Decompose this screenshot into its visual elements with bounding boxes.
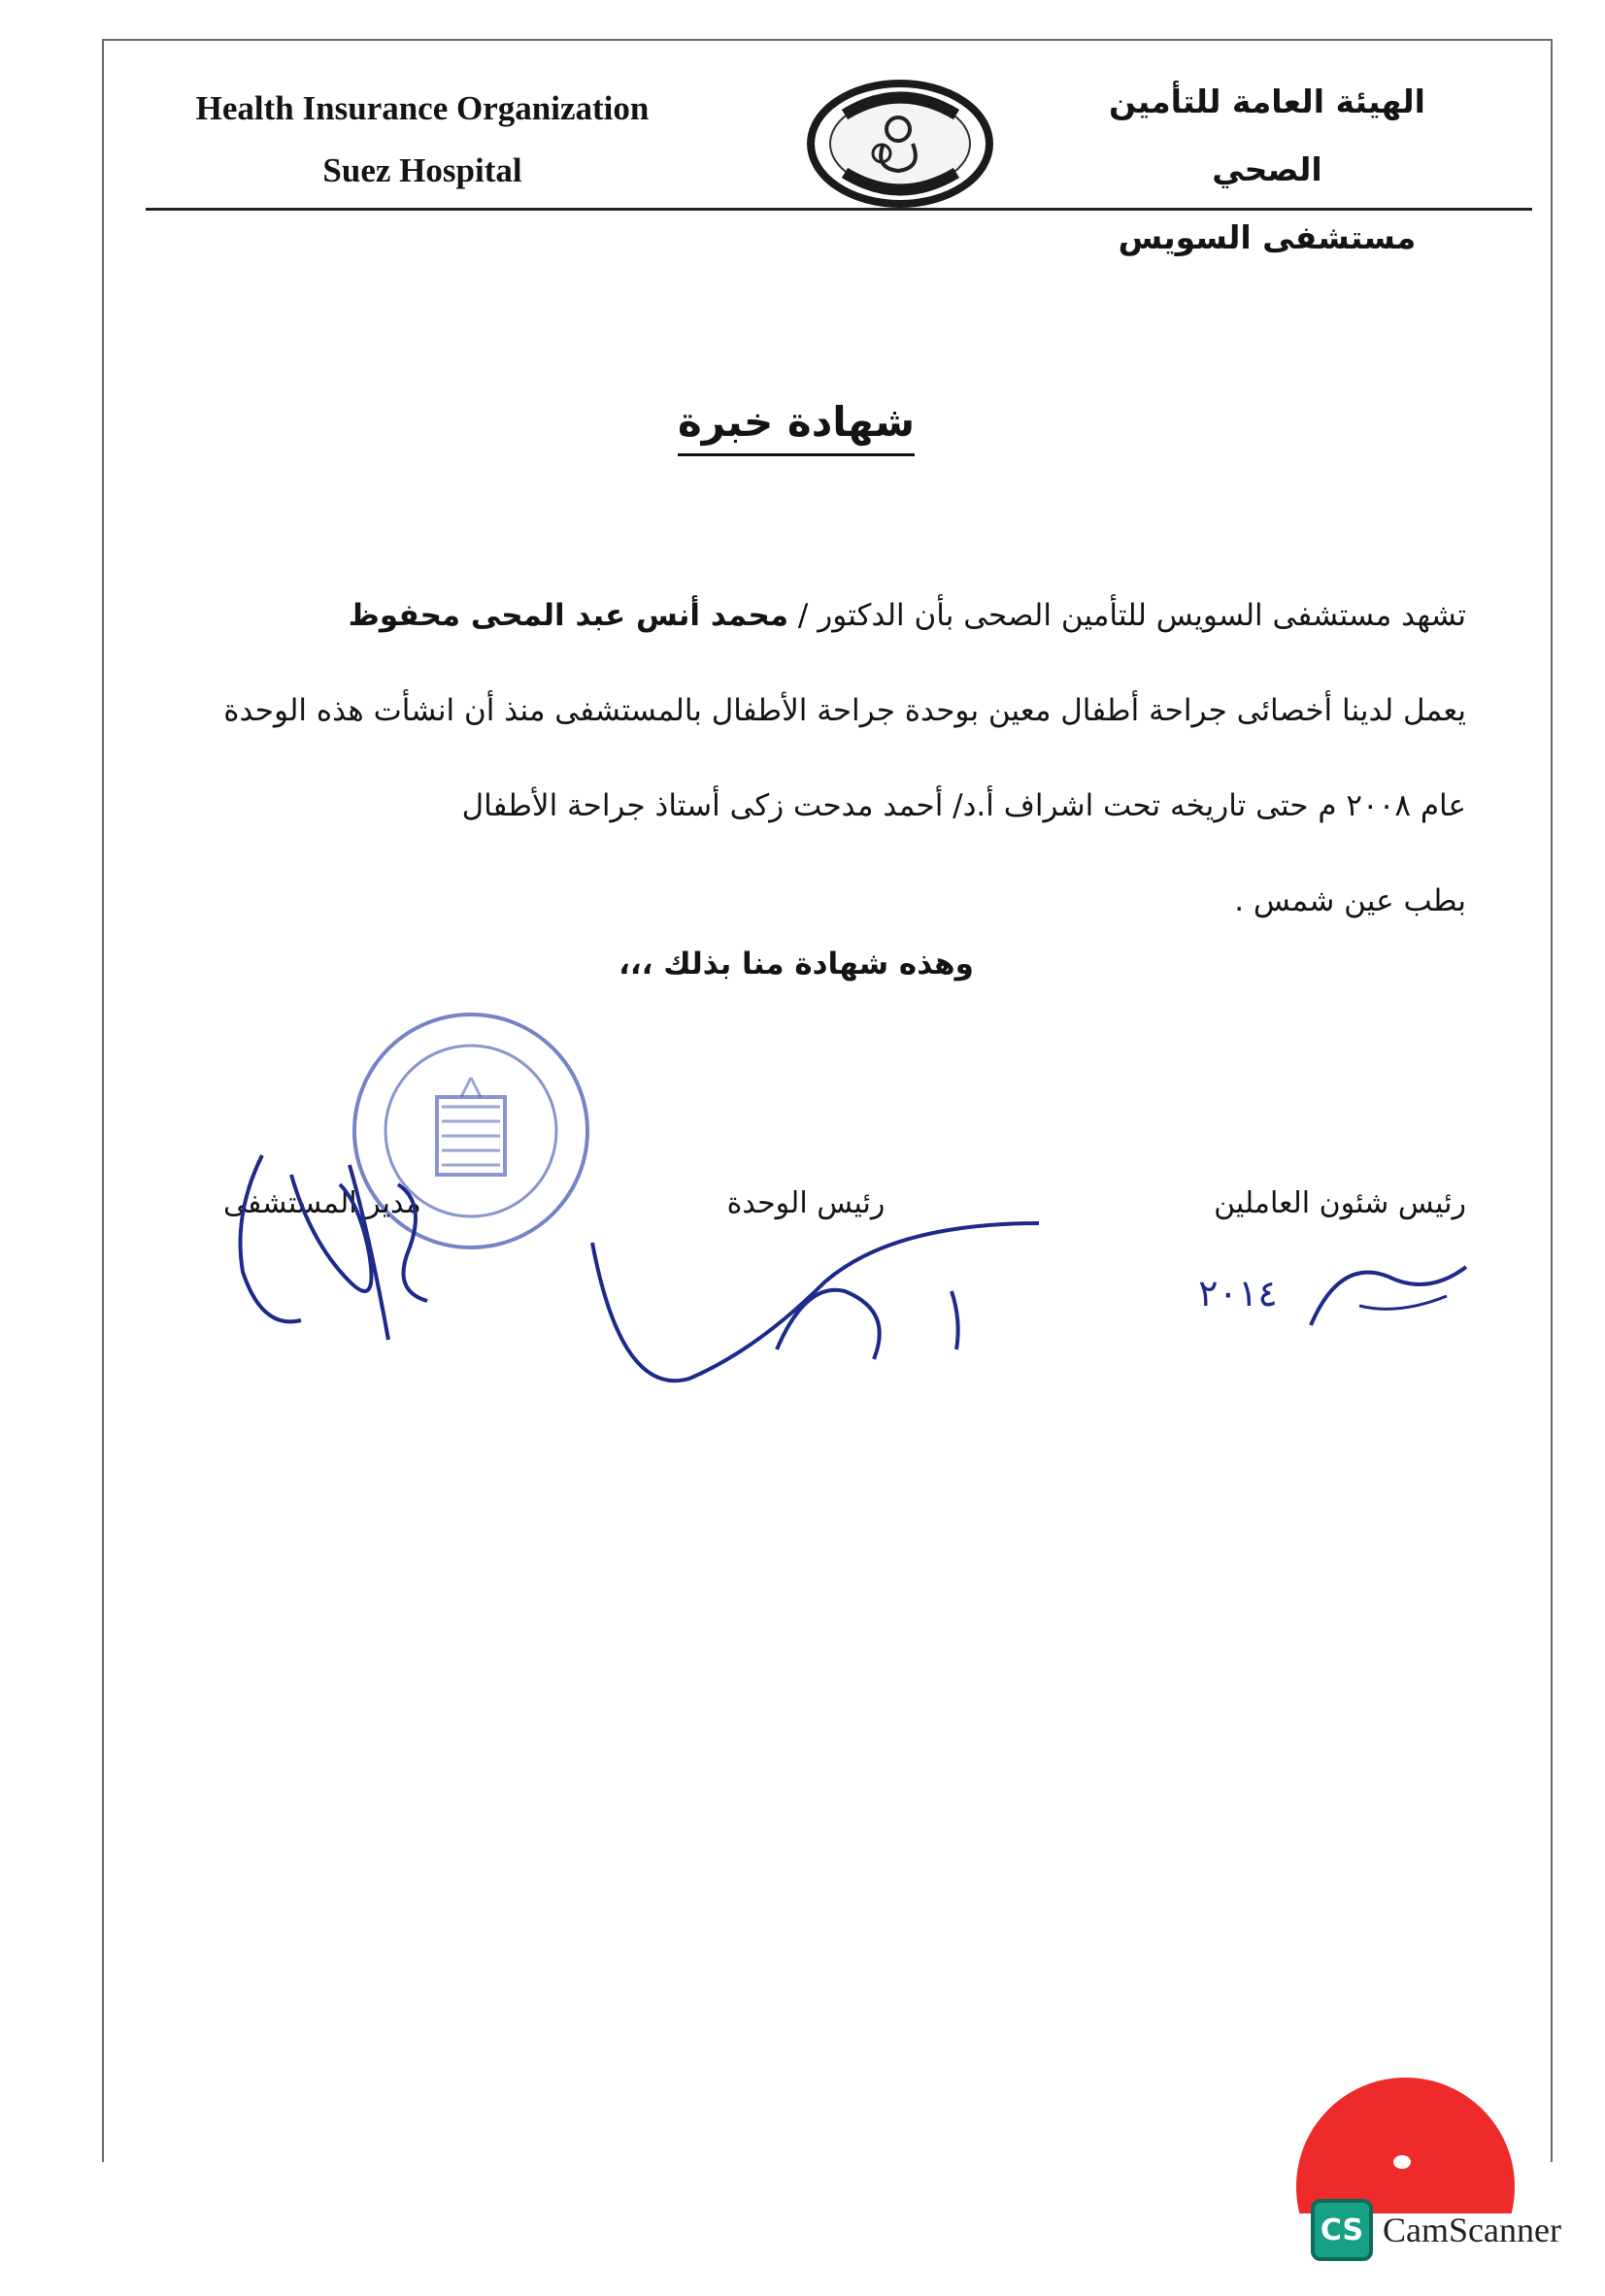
health-insurance-logo-icon	[806, 76, 995, 212]
body-line-2: يعمل لدينا أخصائى جراحة أطفال معين بوحدة جراحة الأطفال بالمستشفى منذ أن انشأت هذه الوحدة	[223, 693, 1466, 728]
header-english	[146, 78, 699, 202]
director-label: مدير المستشفى	[223, 1186, 421, 1220]
camscanner-label: CamScanner	[1383, 2211, 1561, 2249]
scanner-red-mark	[1296, 2078, 1515, 2296]
hr-head-signature	[1301, 1248, 1476, 1345]
body-line-3: عام ٢٠٠٨ م حتى تاريخه تحت اشراف أ.د/ أحمد مدحت زكى أستاذ جراحة الأطفال	[461, 788, 1466, 823]
camscanner-watermark	[1311, 2199, 1561, 2261]
header-divider	[146, 208, 1532, 211]
closing-statement: وهذه شهادة منا بذلك ،،،	[619, 947, 974, 982]
body-line-1	[194, 568, 1466, 663]
handwritten-date: ٢٠١٤	[1198, 1272, 1278, 1314]
org-name-ar: الهيئة العامة للتأمين الصحي	[1109, 83, 1425, 188]
header-arabic	[1049, 68, 1486, 272]
unit-head-signature	[583, 1204, 1049, 1398]
certificate-body	[194, 568, 1466, 948]
title-text: شهادة خبرة	[678, 398, 915, 456]
line1-text: تشهد مستشفى السويس للتأمين الصحى بأن الدكتور /	[788, 598, 1466, 633]
body-line-4: بطب عين شمس .	[1234, 883, 1466, 918]
hospital-name-en: Suez Hospital	[322, 151, 522, 189]
hr-head-label: رئيس شئون العاملين	[1214, 1186, 1466, 1220]
page-frame	[102, 39, 1553, 2162]
unit-head-label: رئيس الوحدة	[726, 1186, 886, 1220]
document-title	[544, 398, 1049, 446]
camscanner-logo-icon: CS	[1311, 2199, 1373, 2261]
director-signature	[204, 1146, 456, 1359]
doctor-name: محمد أنس عبد المحى محفوظ	[348, 598, 789, 633]
hospital-name-ar: مستشفى السويس	[1118, 218, 1417, 256]
org-name-en: Health Insurance Organization	[195, 89, 650, 127]
